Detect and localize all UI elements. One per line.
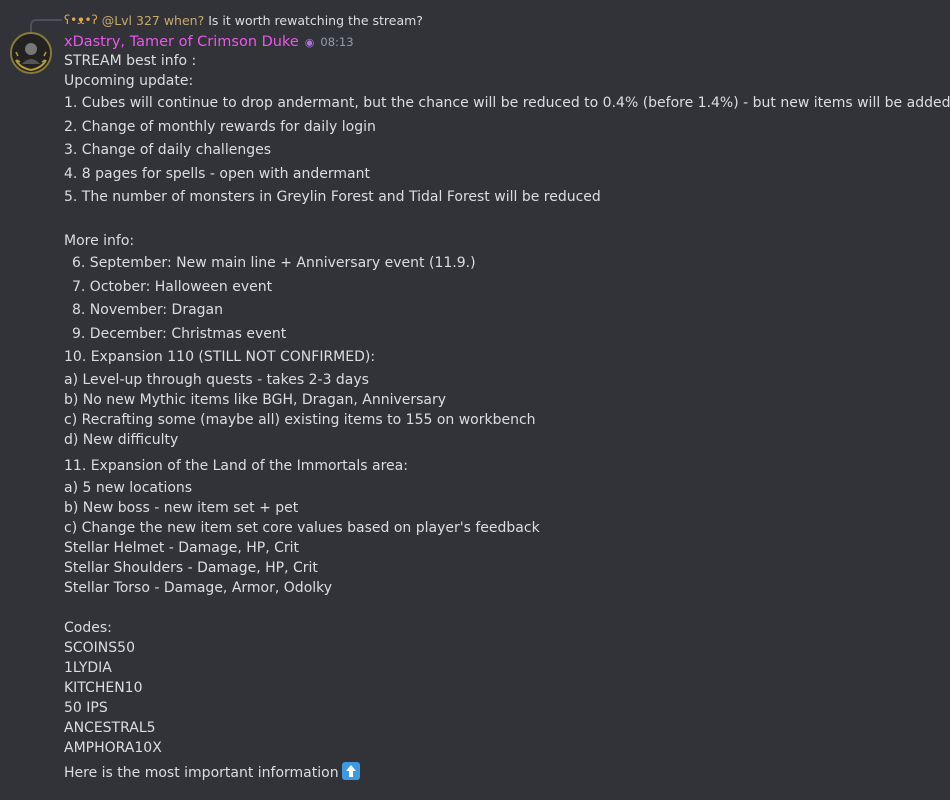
reply-text[interactable]: Is it worth rewatching the stream? [208,12,423,28]
list-item: 10. Expansion 110 (STILL NOT CONFIRMED): [64,349,376,366]
code-line: ANCESTRAL5 [64,719,156,736]
list-item: 8. November: Dragan [72,302,224,319]
author-username[interactable]: xDastry, Tamer of Crimson Duke [64,34,299,50]
closing-line [64,762,854,782]
message-line: STREAM best info : [64,53,197,69]
reply-username[interactable]: @Lvl 327 when? [101,12,205,28]
reply-preview[interactable] [64,11,423,29]
list-item: 9. December: Christmas event [72,325,287,342]
sub-item: a) 5 new locations [64,479,193,496]
section-heading: More info: [64,232,135,249]
eye-badge-icon: ◉ [304,35,315,49]
code-line: SCOINS50 [64,639,135,656]
code-line: KITCHEN10 [64,679,143,696]
sub-item: Stellar Torso - Damage, Armor, Odolky [64,579,333,596]
sub-item: b) New boss - new item set + pet [64,499,299,516]
sub-item: c) Recrafting some (maybe all) existing items to 155 on workbench [64,411,536,428]
list-item: 5. The number of monsters in Greylin Forest and Tidal Forest will be reduced [64,189,601,206]
code-line: 50 IPS [64,699,108,716]
message-header [64,32,354,52]
message-line: Upcoming update: [64,73,194,89]
sub-item: b) No new Mythic items like BGH, Dragan, Anniversary [64,391,447,408]
sub-item: a) Level-up through quests - takes 2-3 days [64,371,369,388]
message-timestamp[interactable]: 08:13 [320,35,354,49]
up-arrow-emoji-icon[interactable] [342,762,360,780]
closing-text: Here is the most important information [64,764,339,781]
list-item: 3. Change of daily challenges [64,142,271,159]
sub-item: d) New difficulty [64,431,179,448]
code-line: AMPHORA10X [64,739,162,756]
code-line: 1LYDIA [64,659,112,676]
message-content [64,51,950,782]
list-item: 11. Expansion of the Land of the Immortals area: [64,457,408,474]
section-heading: Codes: [64,619,112,636]
list-item: 7. October: Halloween event [72,278,273,295]
sub-item: Stellar Shoulders - Damage, HP, Crit [64,559,318,576]
list-item: 4. 8 pages for spells - open with andermant [64,165,370,182]
list-item: 6. September: New main line + Anniversary event (11.9.) [72,254,476,271]
sub-item: c) Change the new item set core values based on player's feedback [64,519,540,536]
bear-face-icon: ʕ•ᴥ•ʔ [64,13,98,27]
avatar[interactable] [10,32,52,74]
list-item: 1. Cubes will continue to drop andermant, but the chance will be reduced to 0.4% (before 1.4%) - but new items will be added [64,95,950,111]
list-item: 2. Change of monthly rewards for daily login [64,118,376,135]
sub-item: Stellar Helmet - Damage, HP, Crit [64,539,300,556]
reply-spine [30,19,62,33]
